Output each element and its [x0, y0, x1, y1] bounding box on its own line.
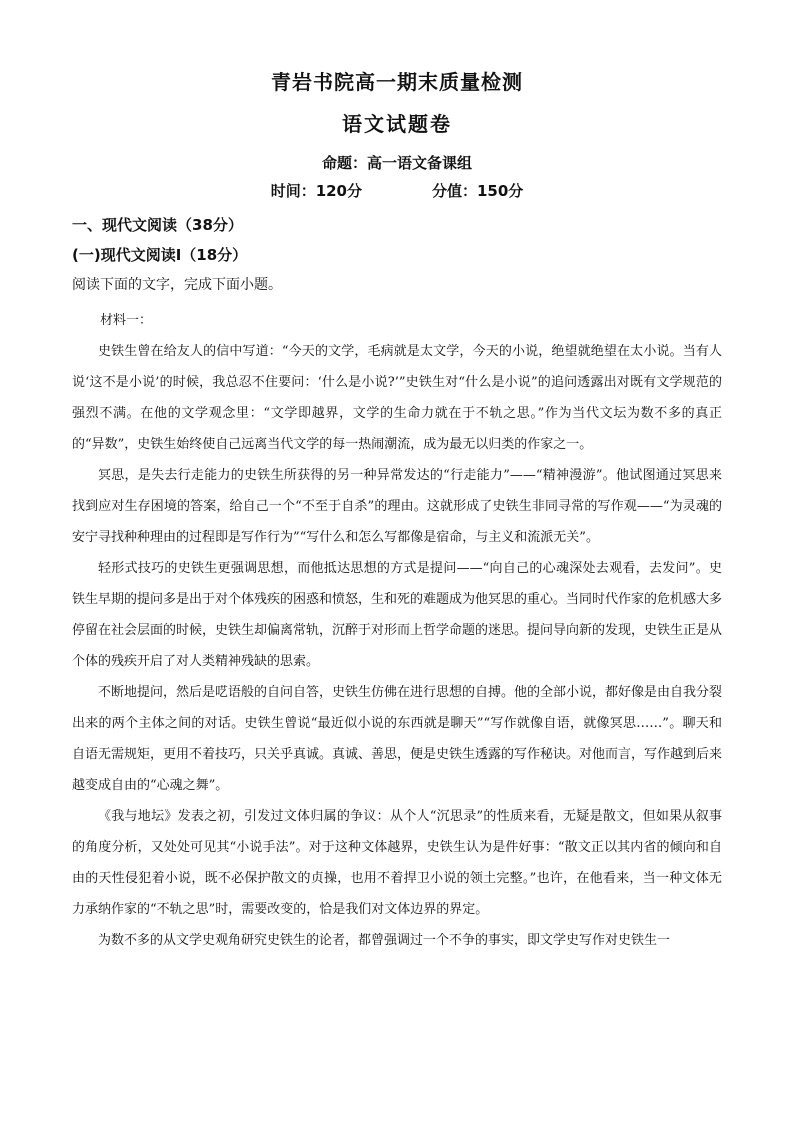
school-title: 青岩书院高一期末质量检测	[271, 70, 523, 94]
paper-title: 语文试题卷	[342, 112, 452, 136]
paragraph: 《我与地坛》发表之初，引发过文体归属的争议：从个人“沉思录”的性质来看，无疑是散文，但如果从叙事的角度分析，又处处可见其“小说手法”。对于这种文体越界，史铁生认为是件好事：“散文正以其内省的倾向和自由的天性侵犯着小说，既不必保护散文的贞操，也用不着捍卫小说的领土完整。”也许，在他看来，当一种文体无力承纳作家的“不轨之思”时，需要改变的，恰是我们对文体边界的界定。	[72, 809, 722, 917]
paragraph: 为数不多的从文学史观角研究史铁生的论者，都曾强调过一个不争的事实，即文学史写作对史铁生一	[98, 933, 671, 948]
paragraph: 不断地提问，然后是呓语般的自问自答，史铁生仿佛在进行思想的自搏。他的全部小说，都好像是由自我分裂出来的两个主体之间的对话。史铁生曾说“最近似小说的东西就是聊天”“写作就像自语，就像冥思……”。聊天和自语无需规矩，更用不着技巧，只关乎真诚。真诚、善思，便是史铁生透露的写作秘诀。对他而言，写作越到后来越变成自由的“心魂之舞”。	[72, 685, 723, 793]
material-label: 材料一：	[100, 313, 153, 328]
paragraph: 冥思，是失去行走能力的史铁生所获得的另一种异常发达的“行走能力”——“精神漫游”。他试图通过冥思来找到应对生存困境的答案，给自己一个“不至于自杀”的理由。这就形成了史铁生非同寻常的写作观——“为灵魂的安宁寻找种种理由的过程即是写作行为”“写什么和怎么写都像是宿命，与主义和流派无关”。	[72, 468, 722, 545]
reading-passage	[72, 336, 722, 956]
author-line: 命题：高一语文备课组	[321, 154, 472, 172]
paragraph: 轻形式技巧的史铁生更强调思想，而他抵达思想的方式是提问——“向自己的心魂深处去观看，去发问”。史铁生早期的提问多是出于对个体残疾的困惑和愤怒，生和死的难题成为他冥思的重心。当同时代作家的危机感大多停留在社会层面的时候，史铁生却偏离常轨，沉醉于对形而上哲学命题的迷思。提问导向新的发现，史铁生正是从个体的残疾开启了对人类精神残缺的思索。	[72, 561, 723, 669]
score-label: 分值：150分	[432, 182, 524, 200]
time-label: 时间：120分	[270, 182, 362, 200]
instruction-text: 阅读下面的文字，完成下面小题。	[72, 277, 282, 293]
subsection-heading: (一)现代文阅读Ⅰ（18分）	[72, 246, 248, 264]
paragraph: 史铁生曾在给友人的信中写道：“今天的文学，毛病就是太文学，今天的小说，绝望就绝望在太小说。当有人说‘这不是小说’的时候，我总忍不住要问：‘什么是小说?’”史铁生对“什么是小说”的追问透露出对既有文学规范的强烈不满。在他的文学观念里：“文学即越界，文学的生命力就在于不轨之思。”作为当代文坛为数不多的真正的“异数”，史铁生始终使自己远离当代文学的每一热闹潮流，成为最无以归类的作家之一。	[72, 344, 722, 452]
time-score-line	[0, 180, 794, 201]
section-heading: 一、现代文阅读（38分）	[72, 216, 243, 234]
